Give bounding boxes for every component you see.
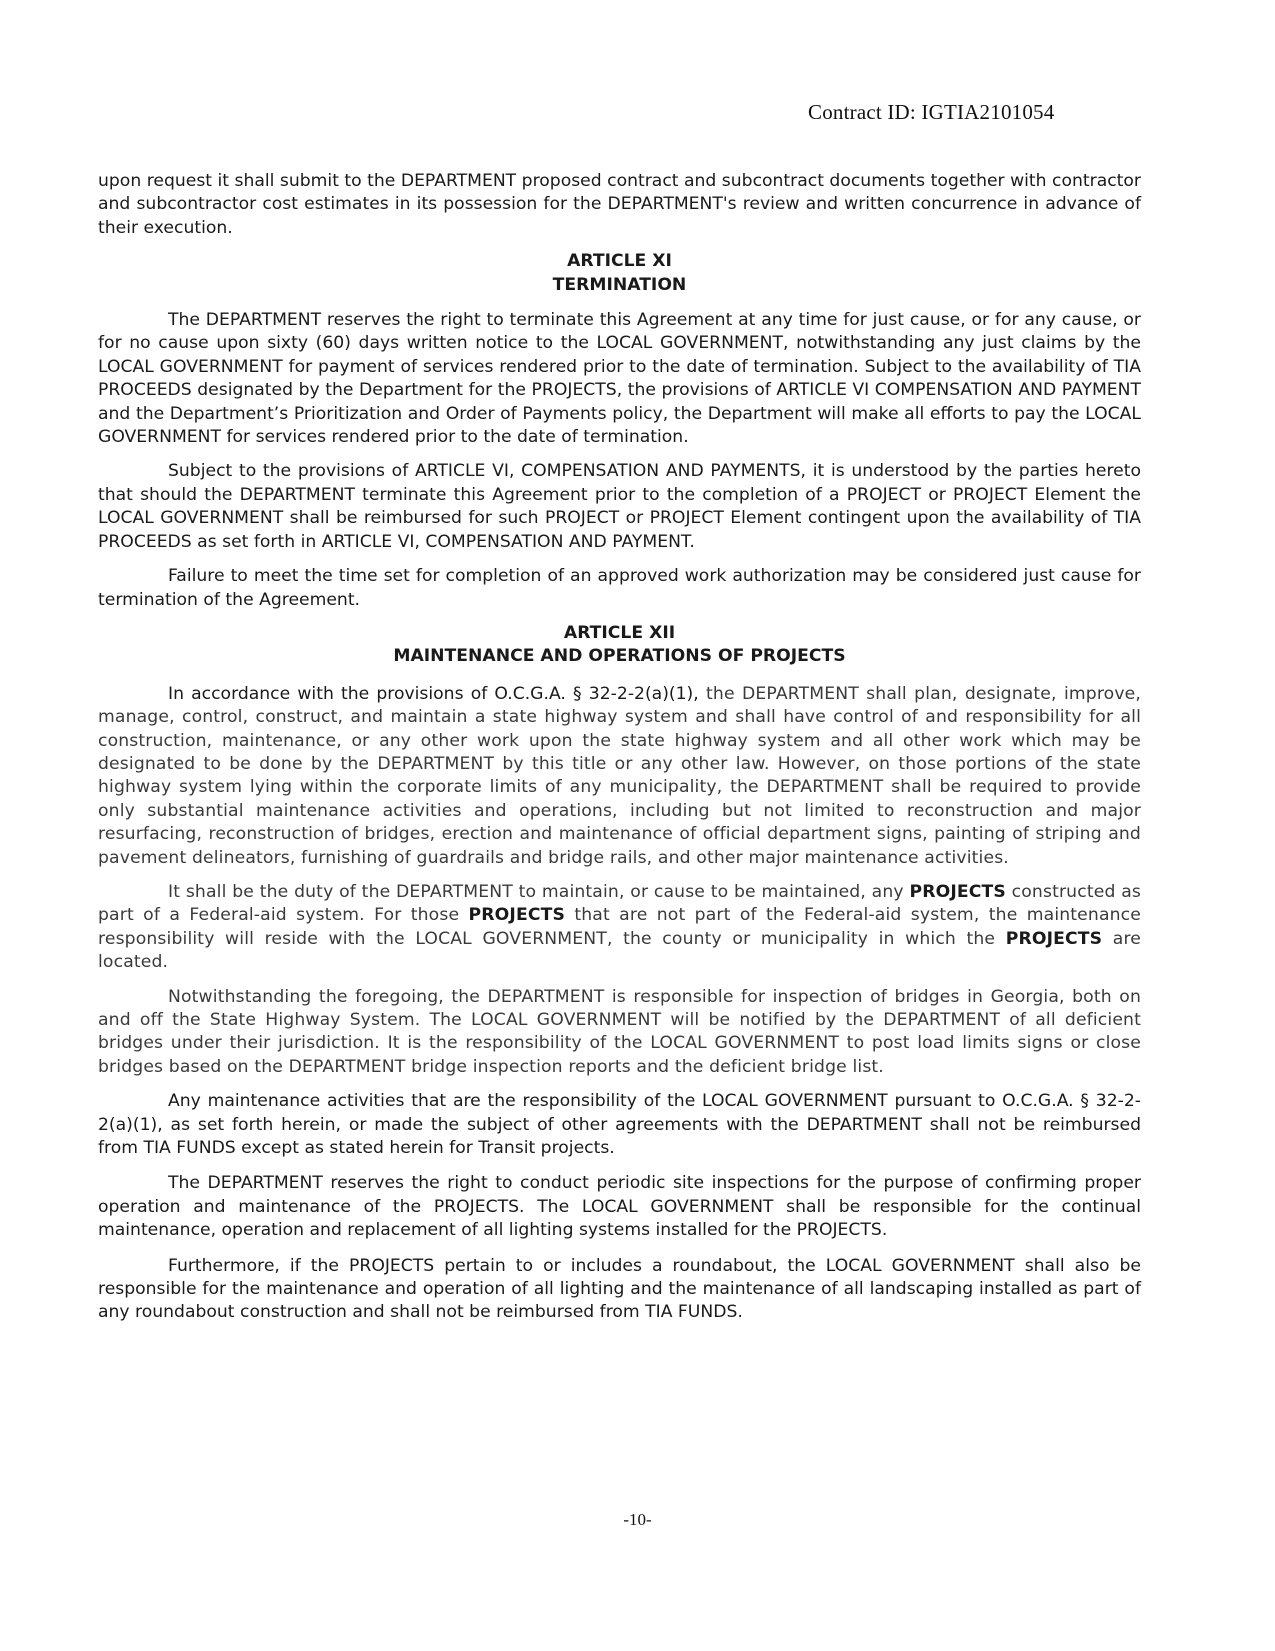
p2-text-c: constructed as part of a Federal-aid system. For those xyxy=(98,881,1141,926)
intro-paragraph: upon request it shall submit to the DEPARTMENT proposed contract and subcontract documents together with contractor and subcontractor cost estimates in its possession for the DEPARTMENT's review and written concurrence in advance of their execution. xyxy=(98,171,1141,238)
maintenance-paragraph-5: The DEPARTMENT reserves the right to conduct periodic site inspections for the purpose of confirming proper operation and maintenance of the PROJECTS. The LOCAL GOVERNMENT shall be responsible for the continual maintenance, operation and replacement of all lighting systems installed for the PROJECTS. xyxy=(98,1173,1141,1241)
document-body xyxy=(98,170,1141,1325)
article-xi-title: TERMINATION xyxy=(552,274,687,295)
p2-text-e: that are not part of the Federal-aid system, the maintenance responsibility will reside with the LOCAL GOVERNMENT, the county or municipality in which the xyxy=(98,905,1141,949)
article-xii-number: ARTICLE XII xyxy=(563,622,676,643)
maintenance-paragraph-2 xyxy=(98,881,1141,975)
maintenance-paragraph-3: Notwithstanding the foregoing, the DEPARTMENT is responsible for inspection of bridges in Georgia, both on and off the State Highway System. The LOCAL GOVERNMENT will be notified by the DEPARTMENT of all deficient bridges under their jurisdiction. It is the responsibility of the LOCAL GOVERNMENT to post load limits signs or close bridges based on the DEPARTMENT bridge inspection reports and the deficient bridge list. xyxy=(98,986,1141,1077)
p2-text-g: are located. xyxy=(98,928,1142,973)
p2-projects-1: PROJECTS xyxy=(909,881,1006,902)
p2-text-a: It shall be the duty of the DEPARTMENT to maintain, or cause to be maintained, any xyxy=(168,881,910,902)
termination-paragraph-3: Failure to meet the time set for completion of an approved work authorization may be considered just cause for termination of the Agreement. xyxy=(98,566,1141,610)
article-xi-number: ARTICLE XI xyxy=(567,251,672,272)
maintenance-paragraph-6: Furthermore, if the PROJECTS pertain to or includes a roundabout, the LOCAL GOVERNMENT shall also be responsible for the maintenance and operation of all lighting and the maintenance of all landscaping installed as part of any roundabout construction and shall not be reimbursed from TIA FUNDS. xyxy=(98,1255,1141,1323)
maintenance-paragraph-1 xyxy=(98,683,1141,870)
article-xi-heading xyxy=(98,250,1141,297)
maintenance-paragraph-4: Any maintenance activities that are the responsibility of the LOCAL GOVERNMENT pursuant to O.C.G.A. § 32-2-2(a)(1), as set forth herein, or made the subject of other agreements with the DEPARTMENT shall not be reimbursed from TIA FUNDS except as stated herein for Transit projects. xyxy=(98,1091,1141,1159)
termination-paragraph-1: The DEPARTMENT reserves the right to terminate this Agreement at any time for just cause, or for any cause, or for no cause upon sixty (60) days written notice to the LOCAL GOVERNMENT, notwithstanding any just claims by the LOCAL GOVERNMENT for payment of services rendered prior to the date of termination. Subject to the availability of TIA PROCEEDS designated by the Department for the PROJECTS, the provisions of ARTICLE VI COMPENSATION AND PAYMENT and the Department’s Prioritization and Order of Payments policy, the Department will make all efforts to pay the LOCAL GOVERNMENT for services rendered prior to the date of termination. xyxy=(98,310,1141,448)
p2-projects-2: PROJECTS xyxy=(468,905,566,926)
page-number: -10- xyxy=(623,1510,652,1529)
termination-paragraph-2: Subject to the provisions of ARTICLE VI, COMPENSATION AND PAYMENTS, it is understood by the parties hereto that should the DEPARTMENT terminate this Agreement prior to the completion of a PROJECT or PROJECT Element the LOCAL GOVERNMENT shall be reimbursed for such PROJECT or PROJECT Element contingent upon the availability of TIA PROCEEDS as set forth in ARTICLE VI, COMPENSATION AND PAYMENT. xyxy=(98,461,1141,552)
p2-projects-3: PROJECTS xyxy=(1005,928,1103,949)
maintenance-paragraph-1-rest: the DEPARTMENT shall plan, designate, improve, manage, control, construct, and maintain a state highway system and shall have control of and responsibility for all construction, maintenance, or any other work upon the state highway system and all other work which may be designated to be done by the DEPARTMENT by this title or any other law. However, on those portions of the state highway system lying within the corporate limits of any municipality, the DEPARTMENT shall be required to provide only substantial maintenance activities and operations, including but not limited to reconstruction and major resurfacing, reconstruction of bridges, erection and maintenance of official department signs, painting of striping and pavement delineators, furnishing of guardrails and bridge rails, and other major maintenance activities. xyxy=(98,683,1141,868)
article-xii-title: MAINTENANCE AND OPERATIONS OF PROJECTS xyxy=(393,646,846,667)
contract-id-header: Contract ID: IGTIA2101054 xyxy=(808,100,1055,124)
article-xii-heading xyxy=(98,622,1141,669)
maintenance-paragraph-1-lead: In accordance with the provisions of O.C.G.A. § 32-2-2(a)(1), xyxy=(168,683,699,704)
